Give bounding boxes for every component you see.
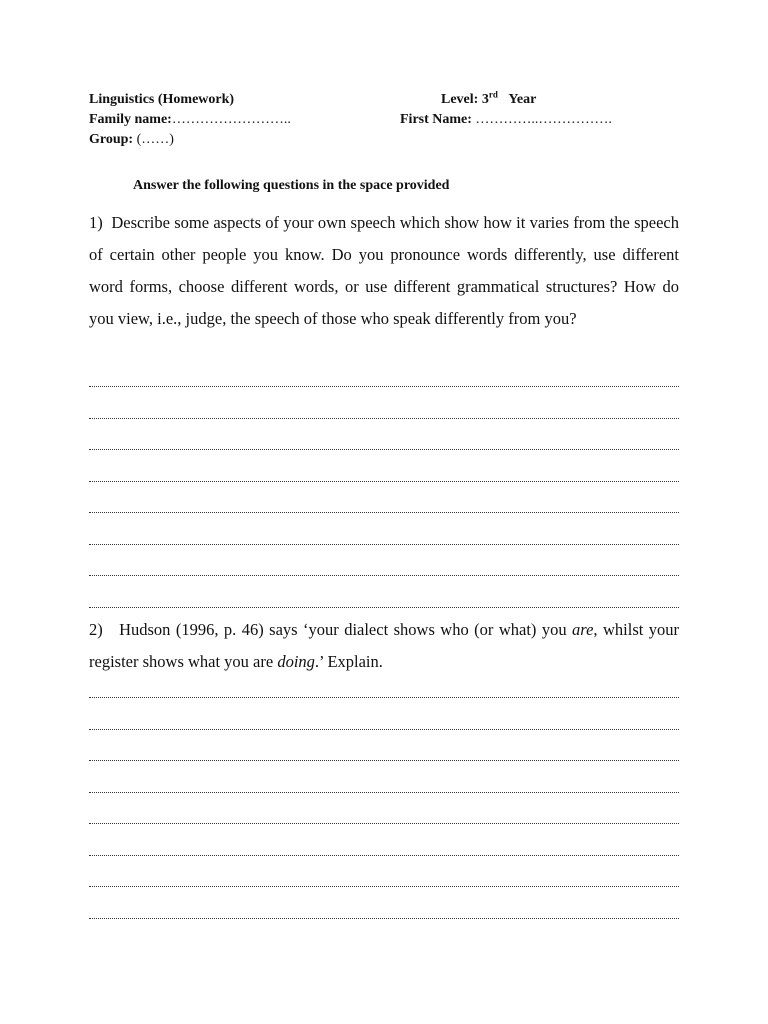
group-label: Group: [89,132,134,147]
q1-answer-line[interactable] [89,481,679,482]
q1-answer-line[interactable] [89,544,679,545]
q1-answer-line[interactable] [89,449,679,450]
level-label [441,90,536,110]
question-1-number: 1) [89,213,103,232]
q2-answer-line[interactable] [89,792,679,793]
q1-answer-line[interactable] [89,512,679,513]
q2-answer-line[interactable] [89,855,679,856]
q2-answer-line[interactable] [89,760,679,761]
instructions: Answer the following questions in the space provided [133,178,450,193]
group-field[interactable] [89,130,174,150]
question-2-body-a: Hudson (1996, p. 46) says ‘your dialect shows who (or what) you [119,620,573,639]
q1-answer-line[interactable] [89,607,679,608]
q2-answer-line[interactable] [89,918,679,919]
question-1-body: Describe some aspects of your own speech which show how it varies from the speech of certain other people you know. Do you pronounce words differently, use different word forms, choose different words, or use different grammatical structures? How do you view, i.e., judge, the speech of those who speak differently from you? [89,213,679,328]
first-name-blank[interactable]: …………..……………. [475,112,612,127]
first-name-field[interactable] [400,110,612,130]
first-name-label: First Name: [400,112,472,127]
question-2-body-b: , whilst your register shows what you are [89,620,680,671]
family-name-label: Family name: [89,112,172,127]
question-1-text [89,207,679,335]
group-blank[interactable]: (……) [136,132,174,147]
question-2-emphasis-are: are [572,620,594,639]
level-text: Level: 3 [441,92,489,107]
q1-answer-line[interactable] [89,575,679,576]
q1-answer-line[interactable] [89,386,679,387]
level-year: Year [508,92,537,107]
family-name-blank[interactable]: …………………….. [171,112,291,127]
q2-answer-line[interactable] [89,729,679,730]
question-2-emphasis-doing: doing [277,652,315,671]
question-2 [89,614,679,678]
q2-answer-line[interactable] [89,823,679,824]
course-title [89,90,234,110]
question-2-number: 2) [89,620,103,639]
question-2-text [89,614,679,678]
question-1 [89,207,679,335]
q2-answer-line[interactable] [89,886,679,887]
family-name-field[interactable] [89,110,291,130]
q1-answer-line[interactable] [89,418,679,419]
course-title-text: Linguistics (Homework) [89,92,235,107]
question-2-body-c: .’ Explain. [314,652,383,671]
level-superscript: rd [488,89,498,100]
q2-answer-line[interactable] [89,697,679,698]
